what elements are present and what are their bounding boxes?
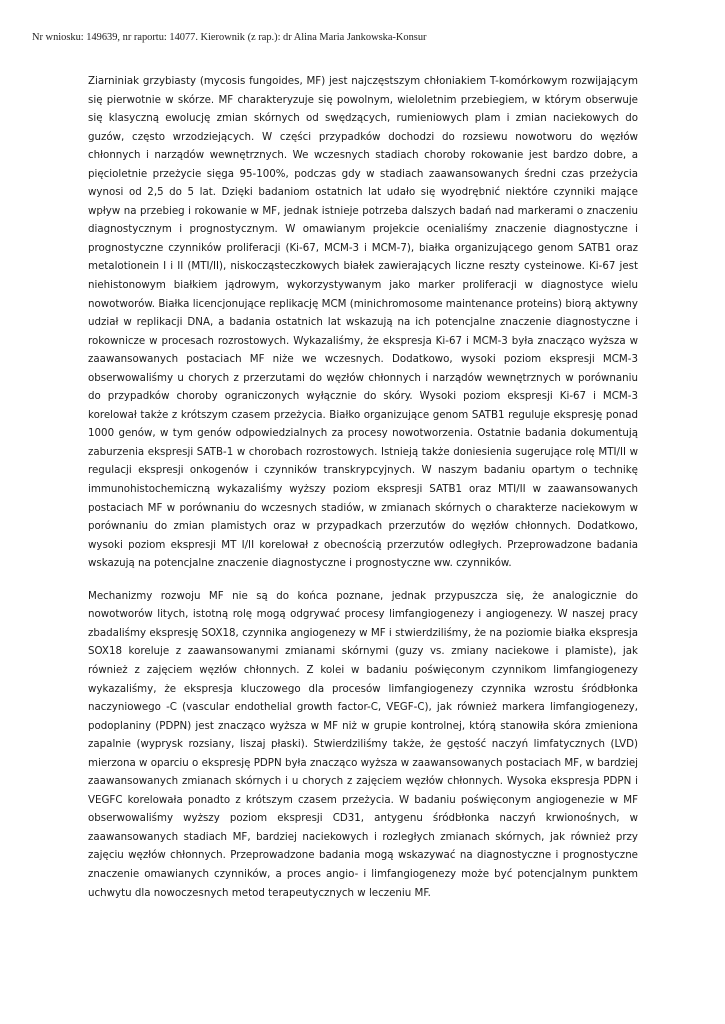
paragraph-angiogenesis-lymphangiogenesis: Mechanizmy rozwoju MF nie są do końca poznane, jednak przypuszcza się, że analogicznie do nowotworów litych, istotną rolę mogą odgrywać procesy limfangiogenezy i angiogenezy. W naszej pracy zbadaliśmy ekspresję SOX18, czynnika angiogenezy w MF i stwierdziliśmy, że na poziomie białka ekspresja SOX18 koreluje z zaawansowanymi zmianami skórnymi (guzy vs. zmiany naciekowe i plamiste), jak również z zajęciem węzłów chłonnych. Z kolei w badaniu poświęconym czynnikom limfangiogenezy wykazaliśmy, że ekspresja kluczowego dla procesów limfangiogenezy czynnika wzrostu śródbłonka naczyniowego -C (vascular endothelial growth factor-C, VEGF-C), jak również markera limfangiogenezy, podoplaniny (PDPN) jest znacząco wyższa w MF niż w grupie kontrolnej, którą stanowiła skóra zmieniona zapalnie (wyprysk rozsiany, liszaj płaski). Stwierdziliśmy także, że gęstość naczyń limfatycznych (LVD) mierzona w oparciu o ekspresję PDPN była znacząco wyższa w zaawansowanych postaciach MF, w bardziej zaawansowanych zmianach skórnych i u chorych z zajęciem węzłów chłonnych. Wysoka ekspresja PDPN i VEGFC korelowała ponadto z krótszym czasem przeżycia. W badaniu poświęconym angiogenezie w MF obserwowaliśmy wyższy poziom ekspresji CD31, antygenu śródbłonka naczyń krwionośnych, w zaawansowanych stadiach MF, bardziej naciekowych i rozległych zmianach skórnych, jak również przy zajęciu węzłów chłonnych. Przeprowadzone badania mogą wskazywać na diagnostyczne i prognostyczne znaczenie omawianych czynników, a proces angio- i limfangiogenezy może być potencjalnym punktem uchwytu dla nowoczesnych metod terapeutycznych w leczeniu MF. <box>88 589 638 899</box>
paragraph-mycosis-fungoides-markers: Ziarniniak grzybiasty (mycosis fungoides, MF) jest najczęstszym chłoniakiem T-komórkowym rozwijającym się pierwotnie w skórze. MF charakteryzuje się powolnym, wieloletnim przebiegiem, w którym obserwuje się klasyczną ewolucję zmian skórnych od swędzących, rumieniowych plam i zmian naciekowych do guzów, często wrzodziejących. W części przypadków dochodzi do rozsiewu nowotworu do węzłów chłonnych i narządów wewnętrznych. We wczesnych stadiach choroby rokowanie jest bardzo dobre, a pięcioletnie przeżycie sięga 95-100%, podczas gdy w stadiach zaawansowanych średni czas przeżycia wynosi od 2,5 do 5 lat. Dzięki badaniom ostatnich lat udało się wyodrębnić niektóre czynniki mające wpływ na przebieg i rokowanie w MF, jednak istnieje potrzeba dalszych badań nad markerami o znaczeniu diagnostycznym i prognostycznym. W omawianym projekcie ocenialiśmy znaczenie diagnostyczne i prognostyczne czynników proliferacji (Ki-67, MCM-3 i MCM-7), białka organizującego genom SATB1 oraz metalotionein I i II (MTI/II), niskocząsteczkowych białek zawierających liczne reszty cysteinowe. Ki-67 jest niehistonowym białkiem jądrowym, wykorzystywanym jako marker proliferacji w diagnostyce wielu nowotworów. Białka licencjonujące replikację MCM (minichromosome maintenance proteins) biorą aktywny udział w replikacji DNA, a badania ostatnich lat wskazują na ich potencjalne znaczenie diagnostyczne i rokownicze w procesach rozrostowych. Wykazaliśmy, że ekspresja Ki-67 i MCM-3 była znacząco wyższa w zaawansowanych postaciach MF niże we wczesnych. Dodatkowo, wysoki poziom ekspresji MCM-3 obserwowaliśmy u chorych z przerzutami do węzłów chłonnych i narządów wewnętrznych w porównaniu do przypadków choroby ograniczonych wyłącznie do skóry. Wysoki poziom ekspresji Ki-67 i MCM-3 korelował także z krótszym czasem przeżycia. Białko organizujące genom SATB1 reguluje ekspresję ponad 1000 genów, w tym genów odpowiedzialnych za procesy nowotworzenia. Ostatnie badania dokumentują zaburzenia ekspresji SATB-1 w chorobach rozrostowych. Istnieją także doniesienia sugerujące rolę MTI/II w regulacji ekspresji onkogenów i czynników transkrypcyjnych. W naszym badaniu opartym o technikę immunohistochemiczną wykazaliśmy wyższy poziom ekspresji SATB1 oraz MTI/II w zaawansowanych postaciach MF w porównaniu do wczesnych stadiów, w zmianach skórnych o charakterze naciekowym w porównaniu do zmian plamistych oraz w przypadkach przerzutów do węzłów chłonnych. Dodatkowo, wysoki poziom ekspresji MT I/II korelował z obecnością przerzutów odległych. Przeprowadzone badania wskazują na potencjalne znaczenie diagnostyczne i prognostyczne ww. czynników. <box>88 75 638 570</box>
report-header: Nr wniosku: 149639, nr raportu: 14077. Kierownik (z rap.): dr Alina Maria Jankowska-Konsur <box>32 32 427 43</box>
report-body <box>88 72 638 902</box>
